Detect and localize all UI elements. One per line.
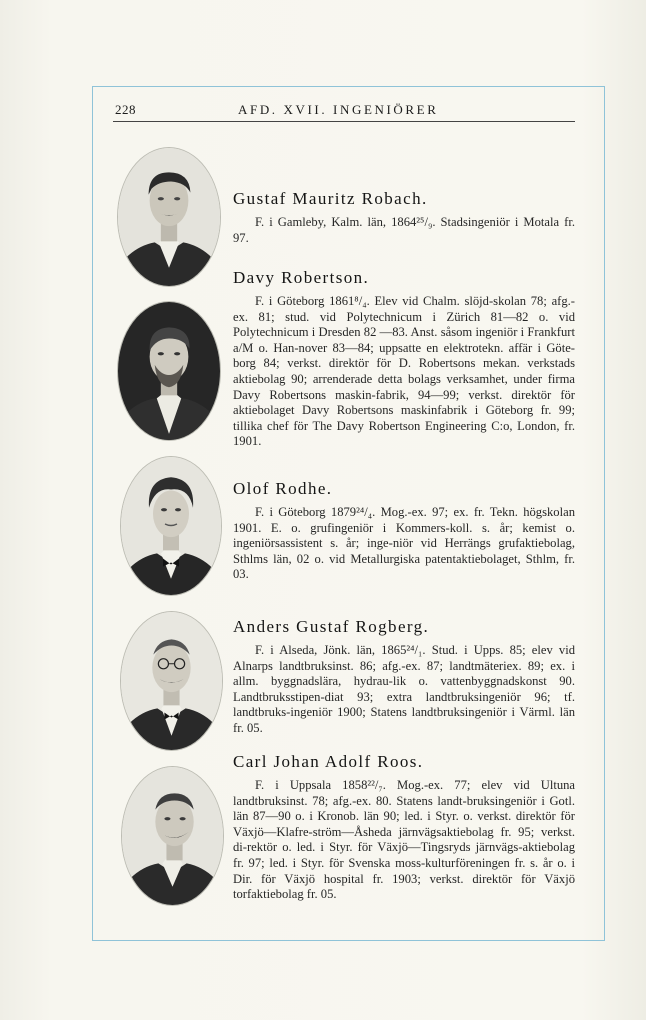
portrait-photo-robach bbox=[118, 148, 220, 286]
biography-text: F. i Göteborg 1879²⁴/₄. Mog.-ex. 97; ex. fr. Tekn. högskolan 1901. E. o. grufingeniör i Kommers-koll. s. år; kemist o. ingeniörsassistent s. år; inge-niör vid Herrängs grufaktiebolag, Sthlms län, 02 o. vid Metallurgiska patentaktiebolaget, Sthlm, fr. 03. bbox=[233, 505, 575, 582]
person-name: Olof Rodhe. bbox=[233, 479, 333, 498]
person-name: Davy Robertson. bbox=[233, 268, 370, 287]
biography-entry-roos bbox=[233, 752, 575, 903]
portrait-photo-roos bbox=[122, 767, 223, 905]
portrait-photo-rogberg bbox=[121, 612, 222, 750]
person-name: Carl Johan Adolf Roos. bbox=[233, 752, 424, 771]
portrait-photo-robertson bbox=[118, 302, 220, 440]
biography-text: F. i Alseda, Jönk. län, 1865²⁴/₁. Stud. i Upps. 85; elev vid Alnarps landtbruksinst. 86; afg.-ex. 87; landtmäteriex. 89; ex. i allm. byggnadslära, hydrau-lik o. vattenbyggnadskonst 90. Landtbruksstipen-diat 93; extra landtbruksingeniör 96; tf. landtbruks-ingeniör 1900; Statens landtbruksingeniör i Värml. län fr. 05. bbox=[233, 643, 575, 735]
running-header bbox=[113, 101, 575, 122]
portrait-photo-rodhe bbox=[121, 457, 221, 595]
section-title: AFD. XVII. INGENIÖRER bbox=[238, 102, 439, 117]
biography-entry-rogberg bbox=[233, 617, 575, 737]
page-number: 228 bbox=[115, 102, 136, 117]
person-name: Gustaf Mauritz Robach. bbox=[233, 189, 428, 208]
biography-text: F. i Uppsala 1858²²/₇. Mog.-ex. 77; elev vid Ultuna landtbruksinst. 78; afg.-ex. 80. Statens landt-bruksingeniör i Gotl. län 87—90 o. i Kronob. län 90; led. i Styr. o. verkst. direktör för Växjö—Klafre-ström—Åsheda järnvägsaktiebolag fr. 95; verkst. di-rektör o. led. i Styr. för Växjö—Tingsryds järnvägs-aktiebolag fr. 97; led. i Styr. för Svenska moss-kulturföreningen fr. s. år o. i Dir. för Växjö hospital fr. 1903; verkst. direktör för Växjö torfaktiebolag fr. 05. bbox=[233, 778, 575, 902]
biography-text: F. i Göteborg 1861⁸/₄. Elev vid Chalm. slöjd-skolan 78; afg.-ex. 81; stud. vid Polytechnicum i Zürich 81—82 o. vid Polytechnicum i Dresden 82 —83. Anst. såsom ingeniör i Frankfurt a/M o. Han-nover 83—84; uppsatte en elektrotekn. affär i Göte-borg 84; verkst. direktör för D. Robertsons mekan. verkstads aktiebolag 90; arrenderade detta bolags verksamhet, under firma Davy Robertsons maskin-fabrik, 94—99; verkst. direktör för aktiebolaget Davy Robertsons maskinfabrik i Göteborg fr. 99; tillika chef för The Davy Robertson Engineering C:o, London, fr. 1901. bbox=[233, 294, 575, 449]
biography-entry-rodhe bbox=[233, 479, 575, 583]
person-name: Anders Gustaf Rogberg. bbox=[233, 617, 430, 636]
biography-text: F. i Gamleby, Kalm. län, 1864²⁵/₉. Stadsingeniör i Motala fr. 97. bbox=[233, 215, 575, 245]
biography-entry-robertson bbox=[233, 268, 575, 450]
biography-entry-robach bbox=[233, 189, 575, 246]
